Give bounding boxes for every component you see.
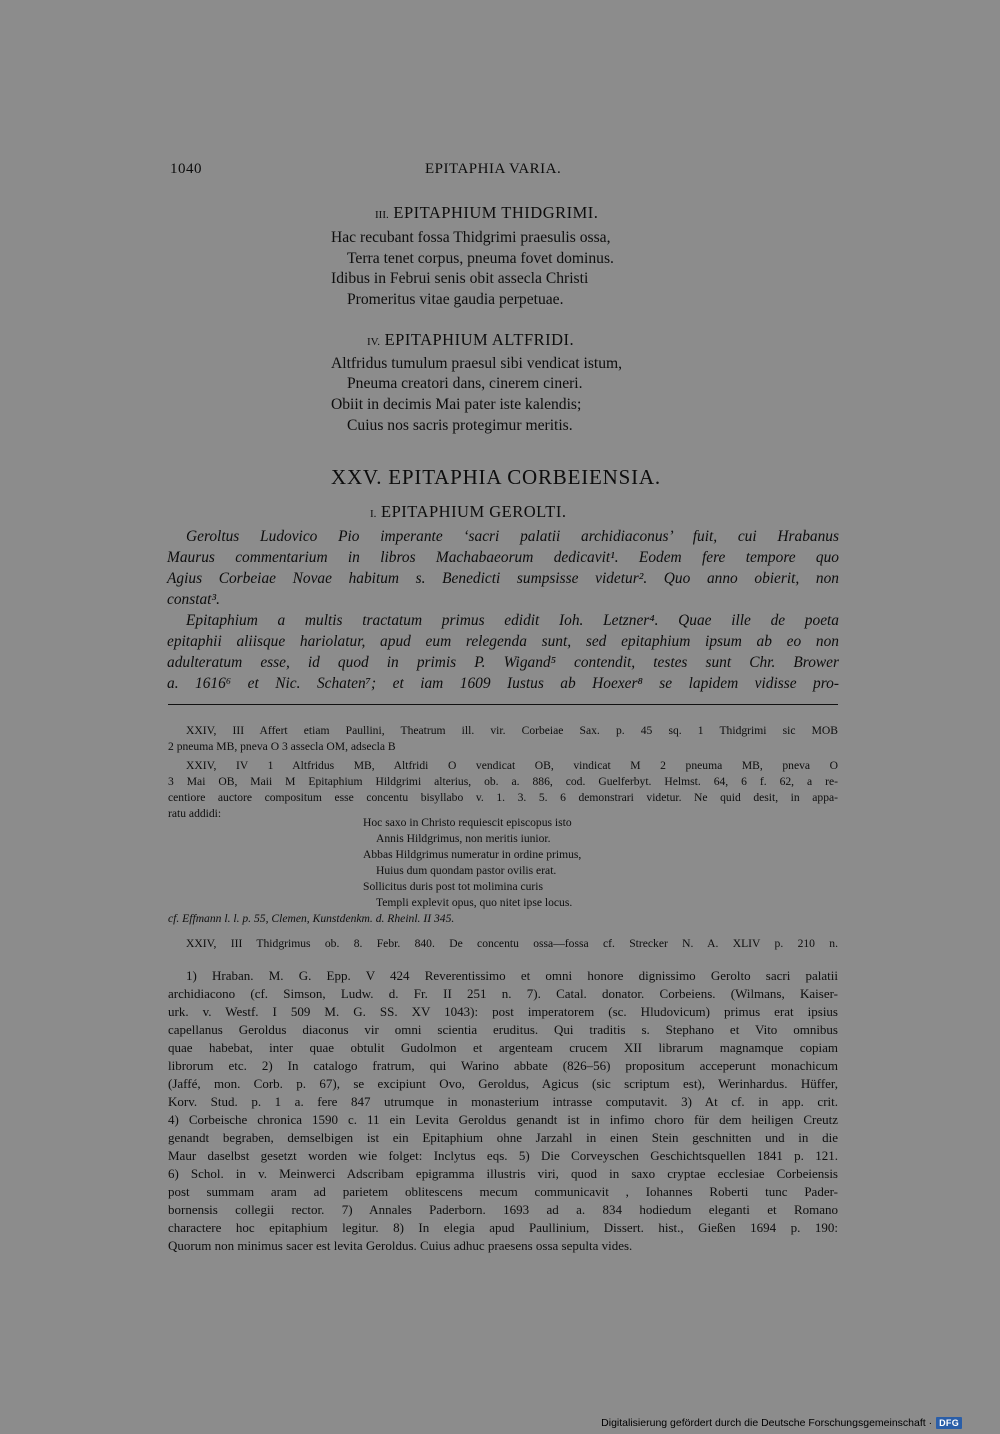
verse-line: Hac recubant fossa Thidgrimi praesulis ossa, bbox=[331, 229, 611, 246]
quoted-verse-line: Sollicitus duris post tot molimina curis bbox=[363, 880, 544, 893]
footnote-line: quae habebat, inter quae obtulit Gudolmon et argenteam crucem XII librarum magnamque copiam bbox=[168, 1040, 838, 1055]
footnote-line: 4) Corbeische chronica 1590 c. 11 ein Levita Geroldus genandt ist in infimo choro für dem heiligen Creutz bbox=[168, 1112, 838, 1127]
footnote-line: (Jaffé, mon. Corb. p. 67), se excipiunt Ovo, Geroldus, Agicus (sic scriptum est), Werinhardus. Hüffer, bbox=[168, 1076, 838, 1091]
intro-line: adulteratum esse, id quod in primis P. Wigand⁵ contendit, testes sunt Chr. Brower bbox=[167, 654, 839, 671]
footnote-line: post summam aram ad parietem oblitescens mecum communicavit , Iohannes Roberti tunc Pader- bbox=[168, 1184, 838, 1199]
footnote-line: Maur daselbst gesetzt worden wie folget: Inclytus eqs. 5) Die Corveyschen Geschichtsquellen 1841 p. 121. bbox=[168, 1148, 838, 1163]
verse-line: Cuius nos sacris protegimur meritis. bbox=[347, 417, 573, 434]
intro-line: Epitaphium a multis tractatum primus edidit Ioh. Letzner⁴. Quae ille de poeta bbox=[186, 612, 839, 629]
section-heading-iv bbox=[367, 330, 574, 350]
verse-line: Pneuma creatori dans, cinerem cineri. bbox=[347, 375, 583, 392]
apparatus-line: XXIV, III Thidgrimus ob. 8. Febr. 840. De concentu ossa—fossa cf. Strecker N. A. XLIV p. 210 n. bbox=[186, 937, 838, 950]
section-numeral: IV. bbox=[367, 336, 380, 348]
digitization-credit bbox=[601, 1417, 962, 1429]
section-numeral: I. bbox=[370, 508, 377, 520]
section-numeral: III. bbox=[375, 209, 389, 221]
quoted-verse-line: Abbas Hildgrimus numeratur in ordine primus, bbox=[363, 848, 582, 861]
quoted-verse-line: Huius dum quondam pastor ovilis erat. bbox=[376, 864, 557, 877]
quoted-verse-line: Annis Hildgrimus, non meritis iunior. bbox=[376, 832, 551, 845]
section-title: EPITAPHIUM ALTFRIDI. bbox=[384, 330, 575, 349]
intro-line: Geroltus Ludovico Pio imperante ‘sacri palatii archidiaconus’ fuit, cui Hrabanus bbox=[186, 528, 839, 545]
footnote-line: bornensis collegii rector. 7) Annales Paderborn. 1693 ad a. 834 hodiedum eleganti et Romano bbox=[168, 1202, 838, 1217]
chapter-title: XXV. EPITAPHIA CORBEIENSIA. bbox=[331, 465, 661, 489]
verse-line: Idibus in Februi senis obit assecla Christi bbox=[331, 270, 589, 287]
apparatus-line: cf. Effmann l. l. p. 55, Clemen, Kunstdenkm. d. Rheinl. II 345. bbox=[168, 912, 455, 925]
footnote-line: librorum etc. 2) In catalogo fratrum, qui Warino abbate (826–56) propositum acceperunt monachicum bbox=[168, 1058, 838, 1073]
footnote-line: 6) Schol. in v. Meinwerci Adscribam epigramma illustris viri, quod in saxo cryptae ecclesiae Corbeiensis bbox=[168, 1166, 838, 1181]
footnote-line: charactere hoc epitaphium legitur. 8) In elegia apud Paullinium, Dissert. hist., Gießen 1694 p. 190: bbox=[168, 1220, 838, 1235]
intro-line: Maurus commentarium in libros Machabaeorum dedicavit¹. Eodem fere tempore quo bbox=[167, 549, 839, 566]
page-number: 1040 bbox=[170, 161, 202, 177]
section-title: EPITAPHIUM THIDGRIMI. bbox=[393, 203, 599, 222]
apparatus-line: 2 pneuma MB, pneva O 3 assecla OM, adsecla B bbox=[168, 740, 396, 753]
running-title: EPITAPHIA VARIA. bbox=[425, 161, 562, 177]
quoted-verse-line: Templi explevit opus, quo nitet ipse locus. bbox=[376, 896, 573, 909]
intro-line: Agius Corbeiae Novae habitum s. Benedicti sumpsisse videtur². Quo anno obierit, non bbox=[167, 570, 839, 587]
verse-line: Altfridus tumulum praesul sibi vendicat istum, bbox=[331, 355, 623, 372]
verse-line: Promeritus vitae gaudia perpetuae. bbox=[347, 291, 564, 308]
credit-text: Digitalisierung gefördert durch die Deutsche Forschungsgemeinschaft · bbox=[601, 1417, 933, 1429]
apparatus-line: ratu addidi: bbox=[168, 807, 222, 820]
intro-line: a. 1616⁶ et Nic. Schaten⁷; et iam 1609 Iustus ab Hoexer⁸ se lapidem vidisse pro- bbox=[167, 675, 839, 692]
apparatus-line: centiore auctore compositum esse concentu bisyllabo v. 1. 3. 5. 6 demonstrari videtur. Ne quid desit, in appa- bbox=[168, 791, 838, 804]
dfg-logo-icon: DFG bbox=[936, 1417, 962, 1429]
apparatus-line: XXIV, IV 1 Altfridus MB, Altfridi O vendicat OB, vindicat M 2 pneuma MB, pneva O bbox=[186, 759, 838, 772]
section-heading-i bbox=[370, 502, 566, 522]
intro-line: epitaphii aliisque hariolatur, apud eum relegenda sunt, sed epitaphium ipsum ab eo non bbox=[167, 633, 839, 650]
section-heading-iii bbox=[375, 203, 598, 223]
footnote-line: 1) Hraban. M. G. Epp. V 424 Reverentissimo et omni honore dignissimo Gerolto sacri palatii bbox=[186, 968, 838, 983]
footnote-line: Korv. Stud. p. 1 a. fere 847 utrumque in monasterium intrasse computavit. 3) At cf. in app. crit. bbox=[168, 1094, 838, 1109]
section-title: EPITAPHIUM GEROLTI. bbox=[381, 502, 567, 521]
footnote-line: capellanus Geroldus diaconus vir omni scientia eruditus. Qui traditis s. Stephano et Vito omnibus bbox=[168, 1022, 838, 1037]
intro-line: constat³. bbox=[167, 591, 220, 608]
footnote-line: genandt begraben, demselbigen ist ein Epitaphium ohne Jarzahl in einen Stein geschnitten und in die bbox=[168, 1130, 838, 1145]
verse-line: Obiit in decimis Mai pater iste kalendis; bbox=[331, 396, 582, 413]
separator-rule bbox=[168, 704, 838, 705]
quoted-verse-line: Hoc saxo in Christo requiescit episcopus isto bbox=[363, 816, 572, 829]
apparatus-line: XXIV, III Affert etiam Paullini, Theatrum ill. vir. Corbeiae Sax. p. 45 sq. 1 Thidgrimi sic MOB bbox=[186, 724, 838, 737]
footnote-line: urk. v. Westf. I 509 M. G. SS. XV 1043): post imperatorem (sc. Hludovicum) primus erat ipsius bbox=[168, 1004, 838, 1019]
apparatus-line: 3 Mai OB, Maii M Epitaphium Hildgrimi alterius, ob. a. 886, cod. Guelferbyt. Helmst. 64, 6 f. 62, a re- bbox=[168, 775, 838, 788]
footnote-line: archidiacono (cf. Simson, Ludw. d. Fr. II 251 n. 7). Catal. donator. Corbeiens. (Wilmans, Kaiser- bbox=[168, 986, 838, 1001]
verse-line: Terra tenet corpus, pneuma fovet dominus. bbox=[347, 250, 614, 267]
footnote-line: Quorum non minimus sacer est levita Geroldus. Cuius adhuc praesens ossa sepulta vides. bbox=[168, 1238, 633, 1253]
